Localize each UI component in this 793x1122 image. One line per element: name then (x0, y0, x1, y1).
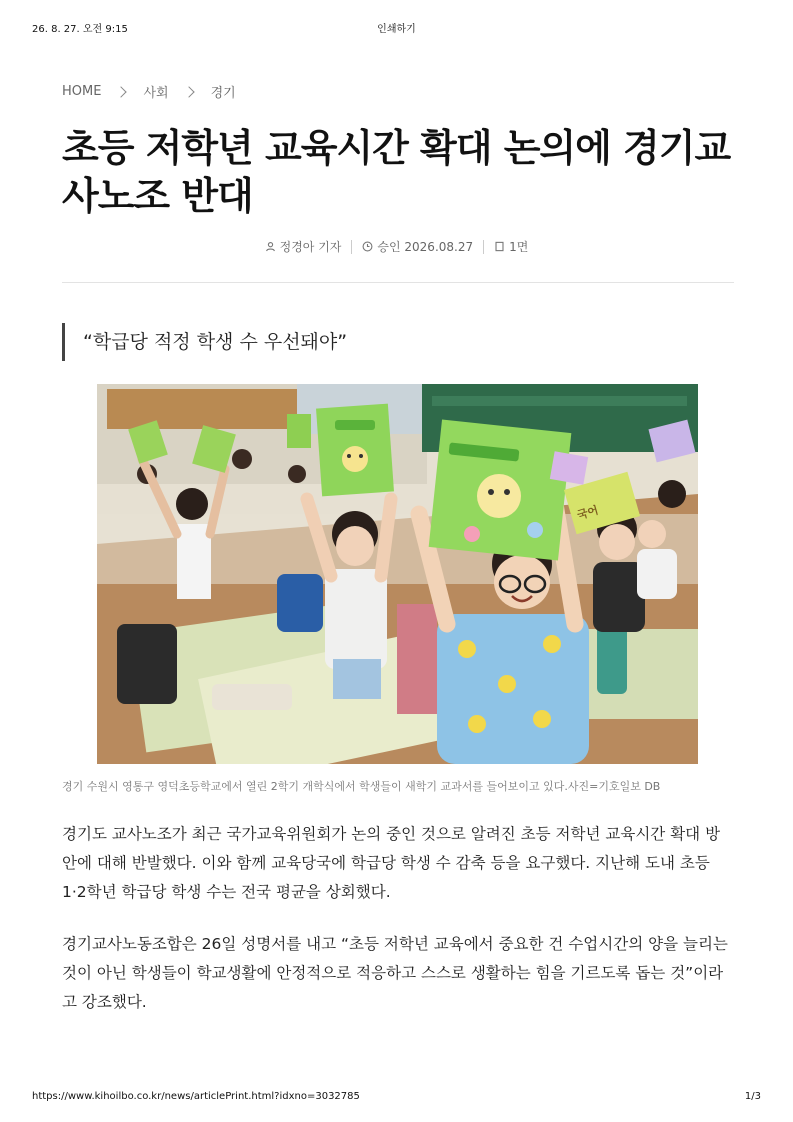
page-number: 1/3 (744, 1091, 761, 1102)
approved-date: 승인 2026.08.27 (377, 240, 474, 254)
chevron-right-icon (183, 86, 194, 97)
article-url: https://www.kihoilbo.co.kr/news/articlePrint.html?idxno=3032785 (32, 1091, 360, 1102)
breadcrumb-home[interactable]: HOME (62, 84, 102, 99)
classroom-photo-illustration (97, 384, 698, 764)
print-title: 인쇄하기 (377, 24, 416, 35)
chevron-right-icon (116, 86, 127, 97)
author-name: 정경아 기자 (279, 240, 342, 254)
meta-divider (483, 240, 484, 254)
book-cover-label: 국어 (575, 503, 600, 522)
article-paragraph: 경기도 교사노조가 최근 국가교육위원회가 논의 중인 것으로 알려진 초등 저학년 교육시간 확대 방안에 대해 반발했다. 이와 함께 교육당국에 학급당 학생 수 감축 등을 요구했다. 지난해 도내 초등 1·2학년 학급당 학생 수는 전국 평균을 상회했다. (62, 825, 721, 901)
article-paragraph: 경기교사노동조합은 26일 성명서를 내고 “초등 저학년 교육에서 중요한 건 수업시간의 양을 늘리는 것이 아닌 학생들이 학교생활에 안정적으로 적응하고 스스로 생활하는 힘을 기르도록 돕는 것”이라고 강조했다. (62, 935, 728, 1011)
meta-author (265, 238, 342, 255)
person-icon (265, 241, 276, 252)
page-icon (494, 241, 505, 252)
print-date: 26. 8. 27. 오전 9:15 (32, 24, 128, 35)
meta-divider (351, 240, 352, 254)
print-header (0, 20, 793, 36)
breadcrumb (62, 82, 236, 101)
header-divider (62, 282, 734, 283)
clock-icon (362, 241, 373, 252)
page-label: 1면 (509, 240, 529, 254)
article-photo (97, 384, 698, 764)
meta-page (494, 238, 528, 255)
headline: 초등 저학년 교육시간 확대 논의에 경기교사노조 반대 (62, 126, 731, 218)
article-meta (0, 238, 793, 255)
breadcrumb-subsection[interactable]: 경기 (210, 86, 236, 101)
article-subhead: “학급당 적정 학생 수 우선돼야” (62, 323, 347, 361)
photo-caption: 경기 수원시 영통구 영덕초등학교에서 열린 2학기 개학식에서 학생들이 새학기 교과서를 들어보이고 있다.사진=기호일보 DB (62, 780, 661, 793)
breadcrumb-section[interactable]: 사회 (143, 86, 169, 101)
meta-approved (362, 238, 473, 255)
